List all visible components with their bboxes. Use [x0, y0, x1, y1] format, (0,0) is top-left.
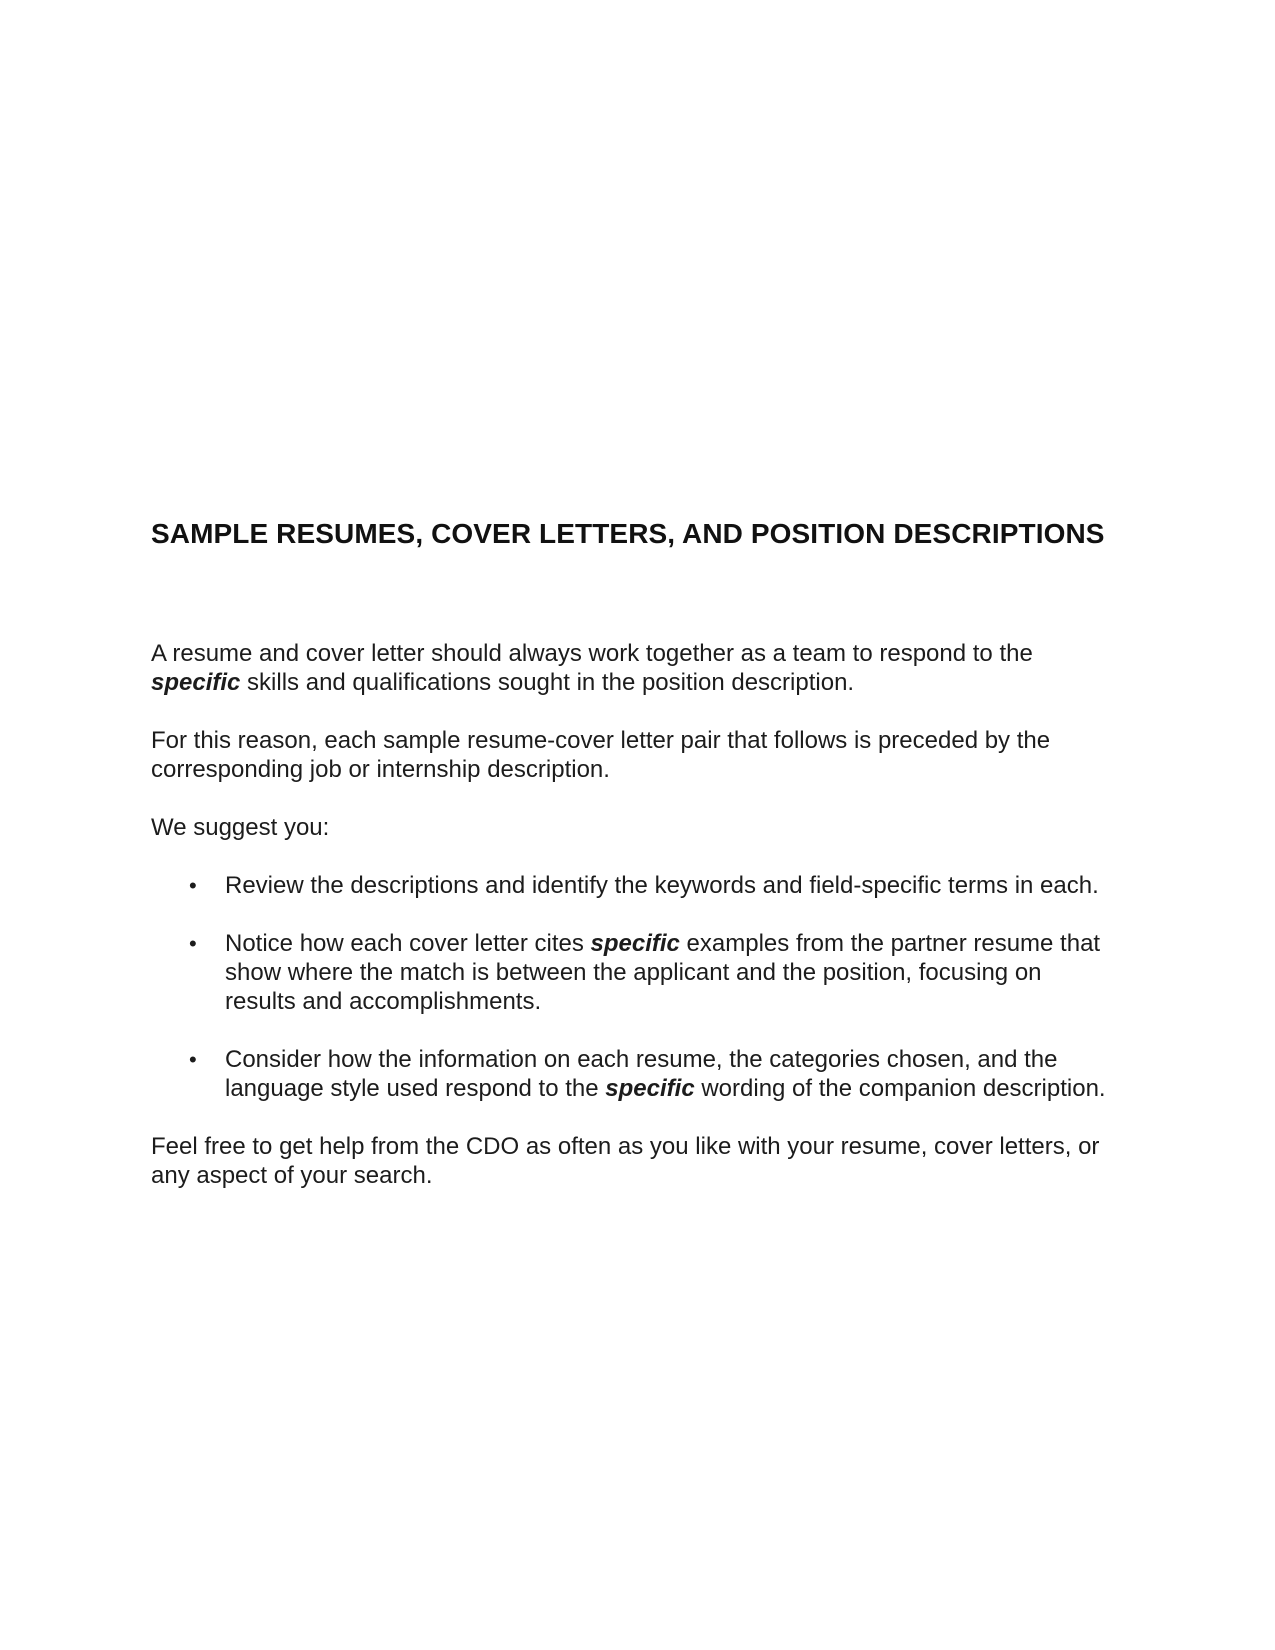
- intro-paragraph: [151, 639, 1151, 697]
- reason-line-1: For this reason, each sample resume-cover letter pair that follows is preceded by the: [151, 727, 1051, 754]
- emphasis-specific: specific: [590, 930, 680, 957]
- bullet-2-line-1: [225, 929, 1161, 958]
- intro-line-1: A resume and cover letter should always work together as a team to respond to the: [151, 640, 1033, 667]
- bullet-icon: •: [189, 931, 197, 956]
- intro-line-2: [151, 668, 1151, 697]
- closing-line-2: any aspect of your search.: [151, 1162, 433, 1189]
- list-item: [151, 929, 1161, 1016]
- closing-line-1: Feel free to get help from the CDO as often as you like with your resume, cover letters, or: [151, 1133, 1100, 1160]
- intro-line-2-text: skills and qualifications sought in the position description.: [240, 669, 855, 696]
- bullet-3-line-2: [225, 1074, 1161, 1103]
- list-item: [151, 871, 1161, 900]
- bullet-3-line-2-before: language style used respond to the: [225, 1075, 606, 1102]
- emphasis-specific: specific: [605, 1075, 695, 1102]
- closing-paragraph: [151, 1132, 1151, 1190]
- bullet-2-line-2: show where the match is between the applicant and the position, focusing on: [225, 959, 1042, 986]
- page-title: SAMPLE RESUMES, COVER LETTERS, AND POSITION DESCRIPTIONS: [151, 518, 1105, 549]
- bullet-icon: •: [189, 873, 197, 898]
- reason-line-2: corresponding job or internship description.: [151, 756, 610, 783]
- bullet-2-line-1-before: Notice how each cover letter cites: [225, 930, 591, 957]
- list-item: [151, 1045, 1161, 1103]
- bullet-3-line-2-after: wording of the companion description.: [694, 1075, 1106, 1102]
- bullet-3-line-1: Consider how the information on each resume, the categories chosen, and the: [225, 1046, 1058, 1073]
- bullet-1-line-1: Review the descriptions and identify the keywords and field-specific terms in each.: [225, 872, 1099, 899]
- bullet-2-line-1-after: examples from the partner resume that: [679, 930, 1101, 957]
- bullet-2-line-3: results and accomplishments.: [225, 988, 542, 1015]
- suggest-paragraph: [151, 813, 1151, 842]
- emphasis-specific: specific: [151, 669, 241, 696]
- bullet-icon: •: [189, 1047, 197, 1072]
- suggest-line: We suggest you:: [151, 814, 330, 841]
- suggestion-list: [151, 871, 1161, 1103]
- reason-paragraph: [151, 726, 1151, 784]
